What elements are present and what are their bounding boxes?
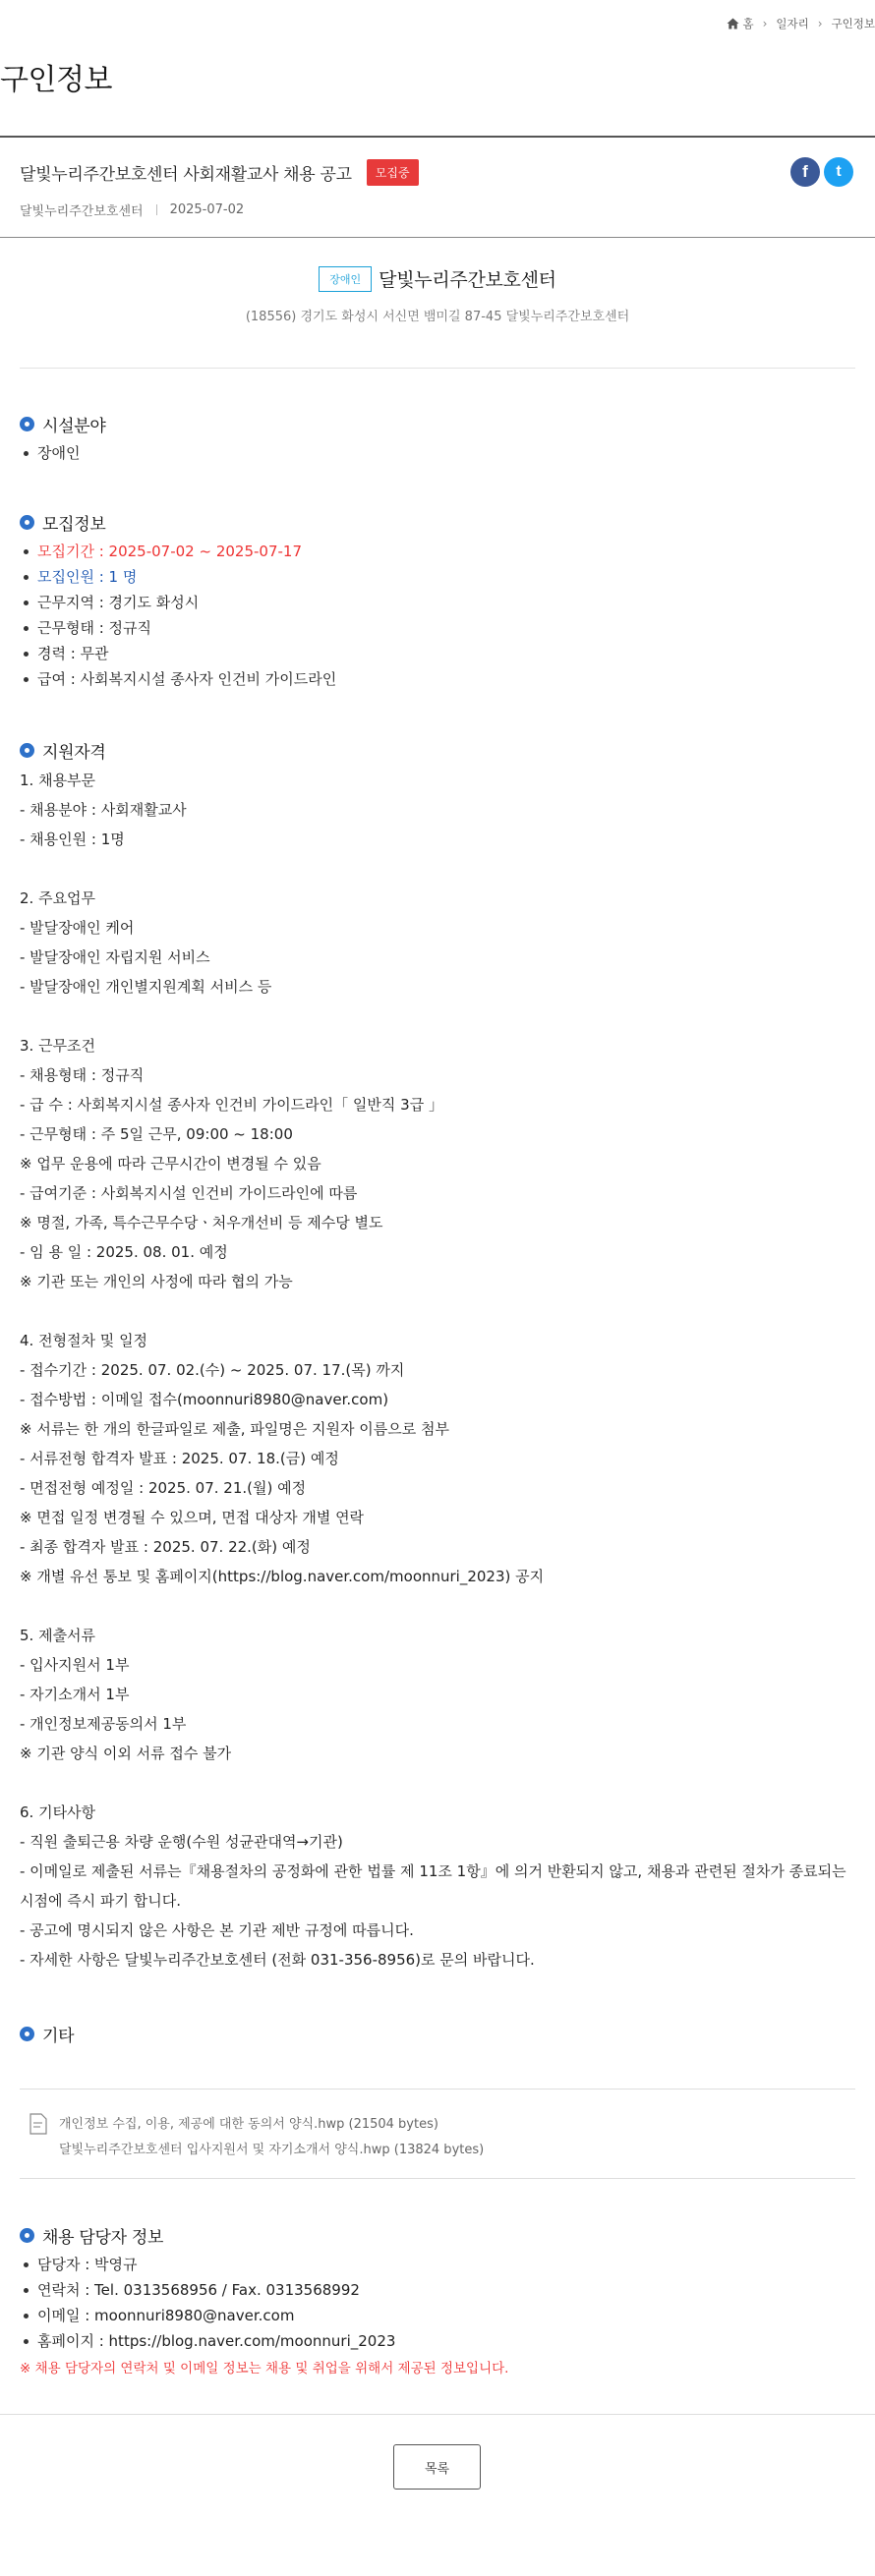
body-line: - 최종 합격자 발표 : 2025. 07. 22.(화) 예정 xyxy=(20,1538,311,1556)
body-line: 5. 제출서류 xyxy=(20,1627,96,1644)
org-info xyxy=(0,265,875,324)
post-author: 달빛누리주간보호센터 xyxy=(20,204,144,219)
org-row xyxy=(0,265,875,292)
list-item: 급여 : 사회복지시설 종사자 인건비 가이드라인 xyxy=(24,666,336,692)
list-item: 근무형태 : 정규직 xyxy=(24,615,336,641)
body-line: - 면접전형 예정일 : 2025. 07. 21.(월) 예정 xyxy=(20,1479,307,1497)
line-gap xyxy=(20,1591,855,1621)
body-line: - 급 수 : 사회복지시설 종사자 인건비 가이드라인「 일반직 3급 」 xyxy=(20,1096,443,1114)
contact-email: 이메일 : moonnuri8980@naver.com xyxy=(24,2303,395,2328)
body-line: - 개인정보제공동의서 1부 xyxy=(20,1715,187,1733)
section-bullet-icon xyxy=(20,2228,34,2243)
twitter-icon: t xyxy=(836,163,842,180)
body-line: - 급여기준 : 사회복지시설 인건비 가이드라인에 따름 xyxy=(20,1184,358,1202)
contact-notice: ※ 채용 담당자의 연락처 및 이메일 정보는 채용 및 취업을 위해서 제공된 정보입니다. xyxy=(20,2361,509,2376)
file-icon xyxy=(29,2113,47,2135)
attachment-link[interactable]: 개인정보 수집, 이용, 제공에 대한 동의서 양식.hwp (21504 bytes) xyxy=(59,2117,438,2132)
breadcrumb-current[interactable]: 구인정보 xyxy=(831,17,875,30)
body-line: - 채용분야 : 사회재활교사 xyxy=(20,801,187,819)
breadcrumb-home[interactable] xyxy=(727,16,754,31)
section-bullet-icon xyxy=(20,743,34,758)
body-line: - 발달장애인 개인별지원계획 서비스 등 xyxy=(20,978,272,996)
body-line: - 이메일로 제출된 서류는『채용절차의 공정화에 관한 법률 제 11조 1항』에 의거 반환되지 않고, 채용과 관련된 절차가 종료되는 시점에 즉시 파기 합니다. xyxy=(20,1862,846,1910)
home-icon xyxy=(727,18,739,29)
body-line: - 발달장애인 케어 xyxy=(20,919,135,937)
body-line: - 입사지원서 1부 xyxy=(20,1656,130,1674)
recruit-headcount: 모집인원 : 1 명 xyxy=(24,564,336,590)
facebook-share-button[interactable] xyxy=(790,157,820,187)
share-buttons xyxy=(790,157,853,187)
section-title: 채용 담당자 정보 xyxy=(42,2228,164,2248)
section-recruit-header xyxy=(20,510,106,535)
qualification-body xyxy=(20,766,855,1975)
body-line: 3. 근무조건 xyxy=(20,1037,96,1055)
meta-divider xyxy=(156,204,157,215)
body-line: ※ 명절, 가족, 특수근무수당ㆍ처우개선비 등 제수당 별도 xyxy=(20,1214,383,1231)
section-bullet-icon xyxy=(20,515,34,530)
recruit-list xyxy=(24,539,336,692)
body-line: - 서류전형 합격자 발표 : 2025. 07. 18.(금) 예정 xyxy=(20,1450,339,1467)
body-line: - 자세한 사항은 달빛누리주간보호센터 (전화 031-356-8956)로 문의 바랍니다. xyxy=(20,1951,535,1969)
body-line: - 근무형태 : 주 5일 근무, 09:00 ~ 18:00 xyxy=(20,1125,293,1143)
body-line: - 채용형태 : 정규직 xyxy=(20,1066,145,1084)
attachment-list xyxy=(59,2112,484,2163)
footer-divider xyxy=(0,2414,875,2415)
post-date: 2025-07-02 xyxy=(169,202,245,217)
body-line: ※ 면접 일정 변경될 수 있으며, 면접 대상자 개별 연락 xyxy=(20,1509,365,1526)
section-title: 지원자격 xyxy=(42,743,106,763)
list-item: 근무지역 : 경기도 화성시 xyxy=(24,590,336,615)
section-title: 모집정보 xyxy=(42,515,106,535)
line-gap xyxy=(20,854,855,884)
body-line: - 접수방법 : 이메일 접수(moonnuri8980@naver.com) xyxy=(20,1391,389,1408)
body-line: - 임 용 일 : 2025. 08. 01. 예정 xyxy=(20,1243,228,1261)
body-line: 4. 전형절차 및 일정 xyxy=(20,1332,148,1349)
line-gap xyxy=(20,1002,855,1031)
body-line: - 접수기간 : 2025. 07. 02.(수) ~ 2025. 07. 17.(목) 까지 xyxy=(20,1361,405,1379)
breadcrumb-home-label: 홈 xyxy=(742,17,754,30)
section-qualification-header xyxy=(20,738,106,763)
body-line: 1. 채용부문 xyxy=(20,772,96,789)
section-facility-header xyxy=(20,412,106,436)
section-bullet-icon xyxy=(20,417,34,431)
list-item: 장애인 xyxy=(24,440,80,466)
post-title-row xyxy=(20,159,419,186)
breadcrumb xyxy=(727,14,875,33)
body-line: ※ 업무 운용에 따라 근무시간이 변경될 수 있음 xyxy=(20,1155,321,1173)
status-badge: 모집중 xyxy=(367,159,419,186)
chevron-right-icon: › xyxy=(817,17,823,30)
section-divider xyxy=(20,368,855,369)
body-line: - 발달장애인 자립지원 서비스 xyxy=(20,948,210,966)
section-contact-header xyxy=(20,2223,163,2248)
section-etc-header xyxy=(20,2022,74,2046)
body-line: ※ 기관 또는 개인의 사정에 따라 협의 가능 xyxy=(20,1273,293,1290)
org-category-badge: 장애인 xyxy=(319,266,372,292)
page-title: 구인정보 xyxy=(0,63,112,97)
org-name: 달빛누리주간보호센터 xyxy=(379,269,556,291)
contact-phone: 연락처 : Tel. 0313568956 / Fax. 0313568992 xyxy=(24,2277,395,2303)
section-title: 기타 xyxy=(42,2027,75,2046)
post-meta xyxy=(20,200,244,219)
line-gap xyxy=(20,1768,855,1798)
attachment-box xyxy=(20,2089,855,2179)
contact-list xyxy=(24,2252,395,2354)
list-button[interactable]: 목록 xyxy=(393,2444,481,2490)
section-title: 시설분야 xyxy=(42,417,106,436)
body-line: ※ 기관 양식 이외 서류 접수 불가 xyxy=(20,1745,232,1762)
section-bullet-icon xyxy=(20,2027,34,2041)
org-address: (18556) 경기도 화성시 서신면 뱀미길 87-45 달빛누리주간보호센터 xyxy=(245,310,630,324)
body-line: - 자기소개서 1부 xyxy=(20,1686,130,1703)
post-header xyxy=(0,138,875,238)
body-line: ※ 서류는 한 개의 한글파일로 제출, 파일명은 지원자 이름으로 첨부 xyxy=(20,1420,449,1438)
breadcrumb-jobs[interactable]: 일자리 xyxy=(776,17,809,30)
body-line: ※ 개별 유선 통보 및 홈페이지(https://blog.naver.com/moonnuri_2023) 공지 xyxy=(20,1568,545,1585)
body-line: - 직원 출퇴근용 차량 운행(수원 성균관대역→기관) xyxy=(20,1833,343,1851)
contact-homepage: 홈페이지 : https://blog.naver.com/moonnuri_2023 xyxy=(24,2328,395,2354)
recruit-period: 모집기간 : 2025-07-02 ~ 2025-07-17 xyxy=(24,539,336,564)
post-title: 달빛누리주간보호센터 사회재활교사 채용 공고 xyxy=(20,165,352,185)
attachment-link[interactable]: 달빛누리주간보호센터 입사지원서 및 자기소개서 양식.hwp (13824 bytes) xyxy=(59,2143,485,2157)
body-line: 6. 기타사항 xyxy=(20,1803,96,1821)
body-line: - 공고에 명시되지 않은 사항은 본 기관 제반 규정에 따릅니다. xyxy=(20,1921,414,1939)
contact-manager: 담당자 : 박영규 xyxy=(24,2252,395,2277)
line-gap xyxy=(20,1296,855,1326)
twitter-share-button[interactable] xyxy=(824,157,853,187)
facility-list xyxy=(24,440,80,466)
body-line: 2. 주요업무 xyxy=(20,889,96,907)
body-line: - 채용인원 : 1명 xyxy=(20,830,125,848)
chevron-right-icon: › xyxy=(762,17,768,30)
facebook-icon: f xyxy=(802,162,808,181)
list-item: 경력 : 무관 xyxy=(24,641,336,666)
